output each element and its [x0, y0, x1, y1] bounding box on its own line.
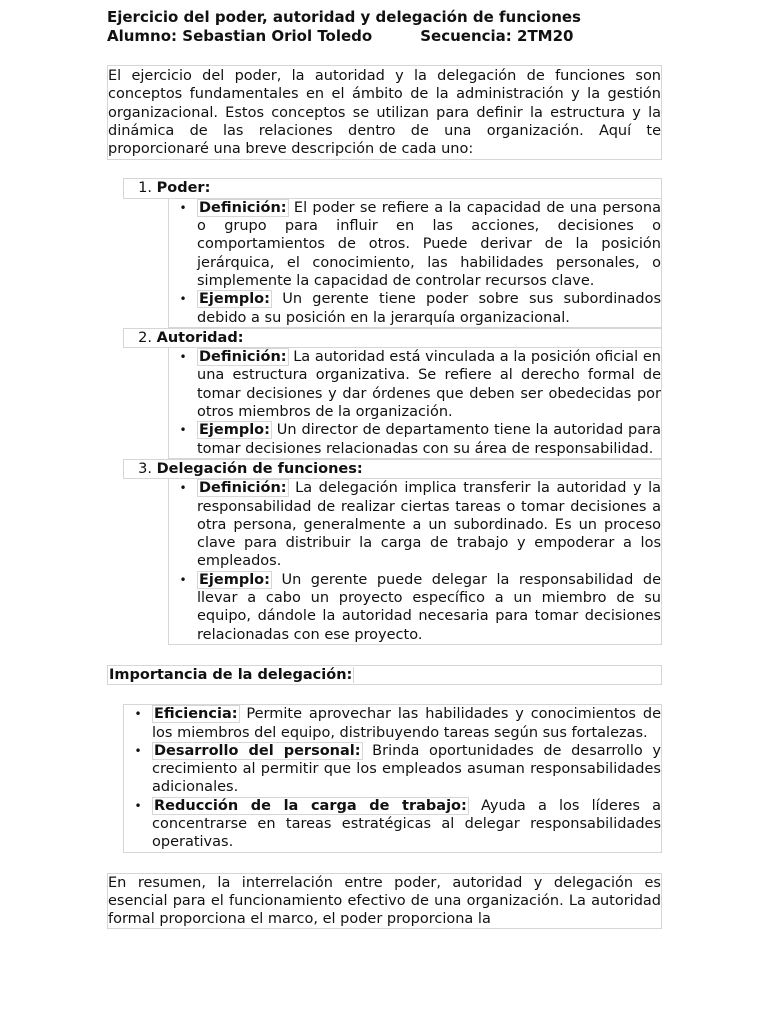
section-items-poder — [168, 199, 662, 328]
bullet-icon: • — [179, 572, 187, 587]
list-item — [169, 479, 661, 570]
bullet-icon: • — [179, 423, 187, 438]
item-label: Definición: — [199, 349, 287, 366]
section-items-delegacion — [168, 479, 662, 645]
importance-heading: Importancia de la delegación: — [107, 665, 662, 685]
item-label: Reducción de la carga de trabajo: — [154, 797, 467, 814]
item-label: Eficiencia: — [154, 706, 238, 723]
item-text: Brinda oportunidades de desarrollo y crecimiento al permitir que los empleados asuman responsabilidades adicionales. — [152, 742, 661, 796]
section-number: 2. — [138, 329, 152, 346]
list-item — [169, 571, 661, 644]
item-label: Ejemplo: — [199, 571, 270, 588]
item-text: Un gerente puede delegar la responsabilidad de llevar a cabo un proyecto específico a un miembro de su equipo, dándole la autoridad necesaria para tomar decisiones relacionadas con ese proyecto. — [197, 571, 661, 643]
item-label: Definición: — [199, 199, 287, 216]
list-item — [169, 290, 661, 327]
list-item — [124, 742, 661, 797]
list-item — [169, 348, 661, 421]
student-line — [107, 27, 662, 46]
item-text: Permite aprovechar las habilidades y conocimientos de los miembros del equipo, distribuyendo tareas según sus fortalezas. — [152, 706, 661, 741]
bullet-icon: • — [179, 350, 187, 365]
section-heading-autoridad — [123, 328, 662, 348]
item-text: El poder se refiere a la capacidad de una persona o grupo para influir en las acciones, decisiones o comportamientos de otros. Puede derivar de la posición jerárquica, el conocimiento, las habilidades personales, o simplemente la capacidad de controlar recursos clave. — [197, 199, 661, 289]
section-heading-poder — [123, 178, 662, 198]
importance-list — [123, 704, 662, 852]
bullet-icon: • — [179, 200, 187, 215]
document-page — [107, 8, 662, 929]
list-item — [124, 797, 661, 852]
item-label: Ejemplo: — [199, 291, 270, 308]
bullet-icon: • — [179, 481, 187, 496]
section-heading-delegacion — [123, 459, 662, 479]
item-label: Desarrollo del personal: — [154, 742, 361, 759]
item-text: La delegación implica transferir la autoridad y la responsabilidad de realizar ciertas tareas o tomar decisiones a otra persona, generalmente a un subordinado. Es un proceso clave para distribuir la carga de trabajo y empoderar a los empleados. — [197, 480, 661, 570]
section-title: Autoridad: — [156, 329, 244, 346]
item-text: Ayuda a los líderes a concentrarse en tareas estratégicas al delegar responsabilidades operativas. — [152, 797, 661, 851]
sequence-code: Secuencia: 2TM20 — [420, 27, 574, 45]
document-title: Ejercicio del poder, autoridad y delegación de funciones — [107, 8, 581, 26]
section-number: 1. — [138, 180, 152, 197]
list-item — [124, 705, 661, 742]
item-label: Definición: — [199, 480, 287, 497]
item-text: La autoridad está vinculada a la posición oficial en una estructura organizativa. Se refiere al derecho formal de tomar decisiones y dar órdenes que deben ser obedecidas por otros miembros de la organización. — [197, 349, 661, 421]
list-item — [169, 199, 661, 290]
numbered-list — [123, 178, 662, 644]
item-label: Ejemplo: — [199, 422, 270, 439]
bullet-icon: • — [134, 707, 142, 722]
section-title: Delegación de funciones: — [156, 460, 363, 477]
document-header — [107, 8, 662, 46]
section-title: Poder: — [156, 180, 211, 197]
summary-paragraph: En resumen, la interrelación entre poder, autoridad y delegación es esencial para el funcionamiento efectivo de una organización. La autoridad formal proporciona el marco, el poder proporciona la — [108, 874, 661, 928]
bullet-icon: • — [179, 292, 187, 307]
bullet-icon: • — [134, 743, 142, 758]
item-text: Un director de departamento tiene la autoridad para tomar decisiones relacionadas con su área de responsabilidad. — [197, 422, 661, 457]
bullet-icon: • — [134, 798, 142, 813]
list-item — [169, 421, 661, 458]
section-items-autoridad — [168, 348, 662, 459]
student-name: Alumno: Sebastian Oriol Toledo — [107, 27, 373, 45]
item-text: Un gerente tiene poder sobre sus subordinados debido a su posición en la jerarquía organizacional. — [197, 291, 661, 326]
section-number: 3. — [138, 460, 152, 477]
intro-paragraph: El ejercicio del poder, la autoridad y la delegación de funciones son conceptos fundamentales en el ámbito de la administración y la gestión organizacional. Estos conceptos se utilizan para definir la estructura y la dinámica de las relaciones dentro de una organización. Aquí te proporcionaré una breve descripción de cada uno: — [107, 65, 662, 160]
